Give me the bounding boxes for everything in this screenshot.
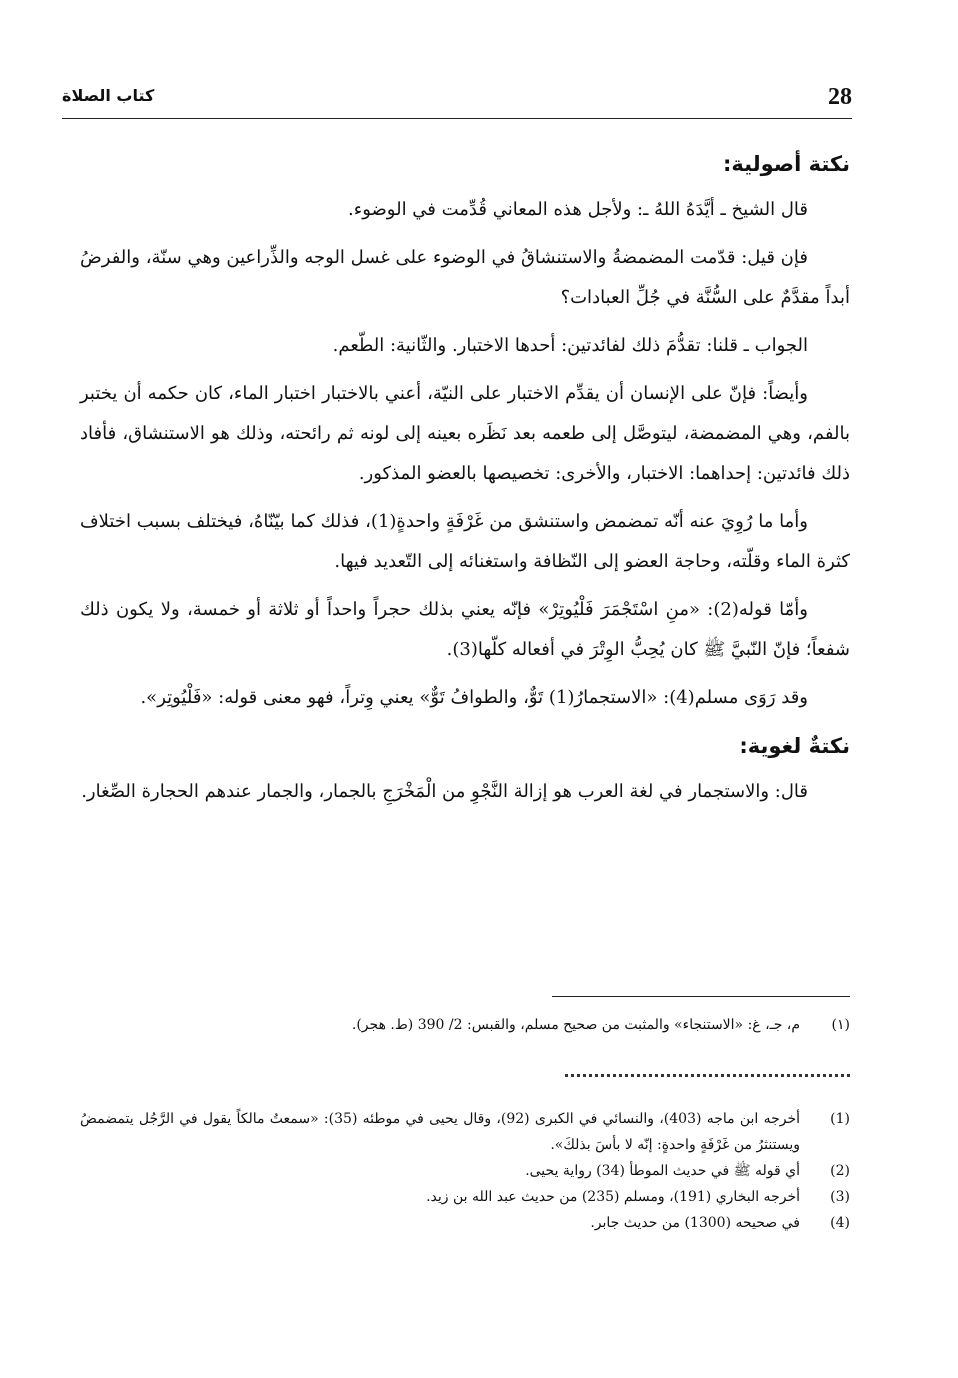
paragraph: وأمّا قوله(2): «منِ اسْتَجْمَرَ فَلْيُوتِرْ» فإنّه يعني بذلك حجراً واحداً أو ثلاثة أو خمسة، ولا يكون ذلك شفعاً؛ فإنّ النّبيَّ ﷺ كان يُحِبُّ الوِتْرَ في أفعاله كلّها(3). bbox=[80, 599, 850, 660]
footnote bbox=[80, 1106, 850, 1158]
footnote-text: أخرجه ابن ماجه (403)، والنسائي في الكبرى (92)، وقال يحيى في موطئه (35): «سمعتُ مالكاً يقول في الرَّجُل يتمضمضُ ويستنثرُ من غَرْفَةٍ واحدةٍ: إنّه لا بأسَ بذلكَ». bbox=[80, 1111, 801, 1153]
note-text: م، جـ، غ: «الاستنجاء» والمثبت من صحيح مسلم، والقبس: 2/ 390 (ط. هجر). bbox=[351, 1017, 800, 1033]
page-number: 28 bbox=[828, 84, 852, 110]
footnotes bbox=[80, 1106, 850, 1236]
section-heading-lughawi: نكتةٌ لغوية: bbox=[739, 734, 850, 758]
main-text bbox=[80, 138, 850, 820]
paragraph: وأما ما رُوِيَ عنه أنّه تمضمض واستنشق من غَرْفَةٍ واحدةٍ(1)، فذلك كما بيّنّاهُ، فيختلف بسبب اختلاف كثرة الماء وقلّته، وحاجة العضو إلى النّظافة واستغنائه إلى التّعديد فيها. bbox=[80, 511, 850, 572]
footnote-number: (1) bbox=[830, 1111, 850, 1127]
footnote-number: (2) bbox=[830, 1163, 850, 1179]
note-number: (١) bbox=[831, 1017, 850, 1033]
paragraph: قال الشيخ ـ أيَّدَهُ اللهُ ـ: ولأجل هذه المعاني قُدِّمت في الوضوء. bbox=[348, 199, 808, 220]
paragraph: وأيضاً: فإنّ على الإنسان أن يقدِّم الاختبار على النيّة، أعني بالاختبار اختبار الماء، كان حكمه أن يختبر بالفم، وهي المضمضة، ليتوصَّل إلى طعمه بعد نَظَره بعينه إلى لونه ثم رائحته، وذلك هو الاستنشاق، فأفاد ذلك فائدتين: إحداهما: الاختبار، والأخرى: تخصيصها بالعضو المذكور. bbox=[80, 383, 850, 484]
running-title: كتاب الصلاة bbox=[62, 86, 155, 105]
paragraph: قال: والاستجمار في لغة العرب هو إزالة النَّجْوِ من الْمَخْرَجِ بالجمار، والجمار عندهم الحجارة الصِّغار. bbox=[81, 781, 808, 802]
footnote-separator bbox=[552, 996, 850, 997]
footnote bbox=[80, 1184, 850, 1210]
footnote-text: في صحيحه (1300) من حديث جابر. bbox=[590, 1215, 800, 1231]
paragraph: فإن قيل: قدّمت المضمضةُ والاستنشاقُ في الوضوء على غسل الوجه والذِّراعين وهي سنّة، والفرضُ أبداً مقدَّمٌ على السُّنَّة في جُلِّ العبادات؟ bbox=[80, 247, 850, 308]
page-header bbox=[62, 84, 852, 119]
footnote-number: (4) bbox=[830, 1215, 850, 1231]
variant-notes bbox=[80, 1012, 850, 1038]
section-heading-usuli: نكتة أصولية: bbox=[723, 152, 850, 176]
variant-note bbox=[80, 1012, 850, 1038]
footnote-text: أي قوله ﷺ في حديث الموطأ (34) رواية يحيى. bbox=[525, 1163, 800, 1179]
footnote-text: أخرجه البخاري (191)، ومسلم (235) من حديث عبد الله بن زيد. bbox=[426, 1189, 800, 1205]
paragraph: وقد رَوَى مسلم(4): «الاستجمارُ(1) تَوٌّ، والطوافُ تَوٌّ» يعني وِتراً، فهو معنى قوله: «فَلْيُوتِر». bbox=[140, 687, 808, 708]
footnote-number: (3) bbox=[830, 1189, 850, 1205]
paragraph: الجواب ـ قلنا: تقدُّمَ ذلك لفائدتين: أحدها الاختبار. والثّانية: الطّعم. bbox=[332, 335, 808, 356]
dotted-separator bbox=[565, 1074, 850, 1077]
footnote bbox=[80, 1210, 850, 1236]
footnote bbox=[80, 1158, 850, 1184]
